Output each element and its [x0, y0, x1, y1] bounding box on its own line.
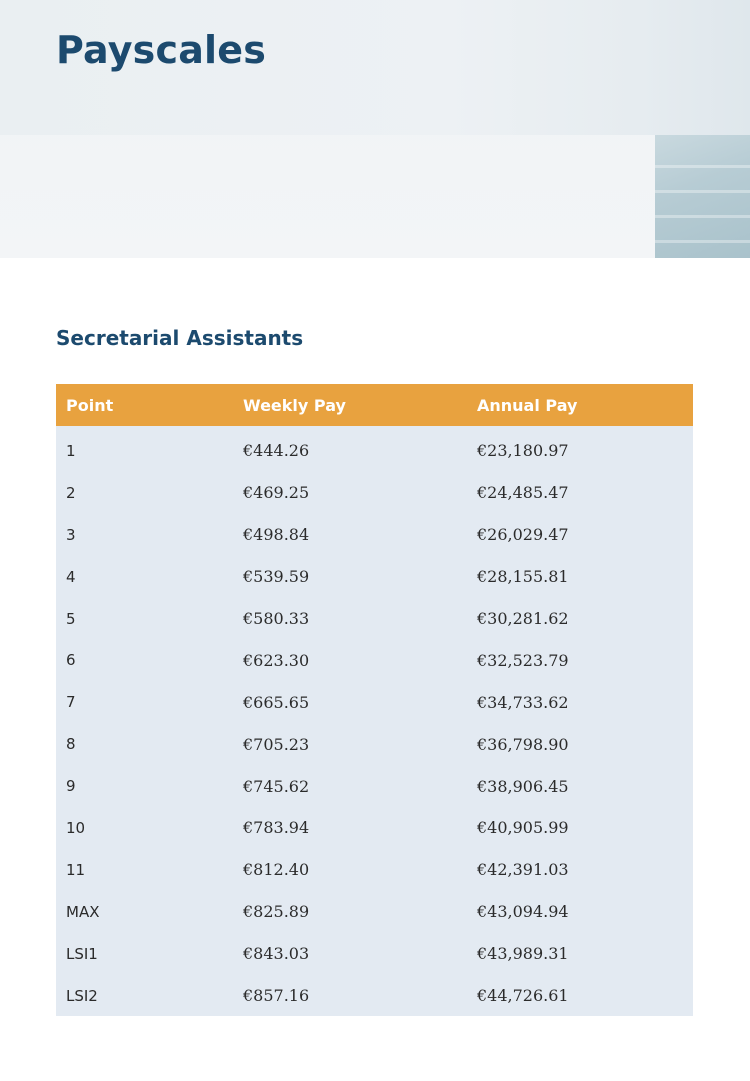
table-body: [56, 426, 693, 1016]
header-photo: [655, 135, 750, 258]
header-annual-pay: Annual Pay: [477, 395, 578, 415]
cell-point: LSI2: [66, 986, 98, 1005]
cell-weekly-pay: €469.25: [243, 483, 310, 503]
table-row: [56, 472, 693, 514]
cell-weekly-pay: €812.40: [243, 860, 310, 880]
cell-weekly-pay: €665.65: [243, 692, 310, 712]
cell-point: 11: [66, 860, 86, 879]
cell-weekly-pay: €745.62: [243, 776, 310, 796]
cell-point: LSI1: [66, 944, 98, 963]
table-row: [56, 765, 693, 807]
cell-annual-pay: €26,029.47: [477, 525, 569, 545]
cell-weekly-pay: €623.30: [243, 650, 310, 670]
cell-point: 10: [66, 818, 86, 837]
cell-annual-pay: €40,905.99: [477, 818, 569, 838]
cell-point: 1: [66, 441, 76, 460]
table-row: [56, 598, 693, 640]
cell-weekly-pay: €539.59: [243, 567, 310, 587]
header-weekly-pay: Weekly Pay: [243, 395, 346, 415]
cell-annual-pay: €43,094.94: [477, 902, 569, 922]
table-row: [56, 639, 693, 681]
cell-weekly-pay: €705.23: [243, 734, 310, 754]
cell-point: 4: [66, 567, 76, 586]
cell-annual-pay: €23,180.97: [477, 441, 569, 461]
cell-annual-pay: €38,906.45: [477, 776, 569, 796]
cell-weekly-pay: €783.94: [243, 818, 310, 838]
table-row: [56, 426, 693, 472]
table-row: [56, 723, 693, 765]
cell-point: 3: [66, 525, 76, 544]
cell-weekly-pay: €843.03: [243, 944, 310, 964]
cell-point: 6: [66, 651, 76, 670]
table-row: [56, 807, 693, 849]
cell-point: 5: [66, 609, 76, 628]
cell-annual-pay: €36,798.90: [477, 734, 569, 754]
payscale-table: [56, 384, 693, 1016]
cell-annual-pay: €24,485.47: [477, 483, 569, 503]
cell-point: 8: [66, 735, 76, 754]
cell-annual-pay: €34,733.62: [477, 692, 569, 712]
table-row: [56, 514, 693, 556]
cell-weekly-pay: €498.84: [243, 525, 310, 545]
cell-weekly-pay: €444.26: [243, 441, 310, 461]
page-title: Payscales: [56, 28, 267, 72]
cell-weekly-pay: €825.89: [243, 902, 310, 922]
section-title: Secretarial Assistants: [56, 326, 304, 350]
cell-annual-pay: €44,726.61: [477, 986, 569, 1006]
cell-annual-pay: €43,989.31: [477, 944, 569, 964]
cell-annual-pay: €42,391.03: [477, 860, 569, 880]
header-banner: [0, 0, 750, 258]
table-row: [56, 849, 693, 891]
table-row: [56, 556, 693, 598]
cell-weekly-pay: €580.33: [243, 609, 310, 628]
cell-weekly-pay: €857.16: [243, 986, 310, 1006]
cell-point: MAX: [66, 902, 100, 921]
cell-point: 2: [66, 483, 76, 502]
table-row: [56, 933, 693, 975]
cell-annual-pay: €30,281.62: [477, 609, 569, 628]
cell-annual-pay: €28,155.81: [477, 567, 569, 587]
cell-point: 9: [66, 777, 76, 796]
cell-point: 7: [66, 693, 76, 712]
header-point: Point: [66, 395, 114, 415]
table-header-row: [56, 384, 693, 426]
table-row: [56, 891, 693, 933]
table-row: [56, 975, 693, 1017]
cell-annual-pay: €32,523.79: [477, 650, 569, 670]
table-row: [56, 681, 693, 723]
